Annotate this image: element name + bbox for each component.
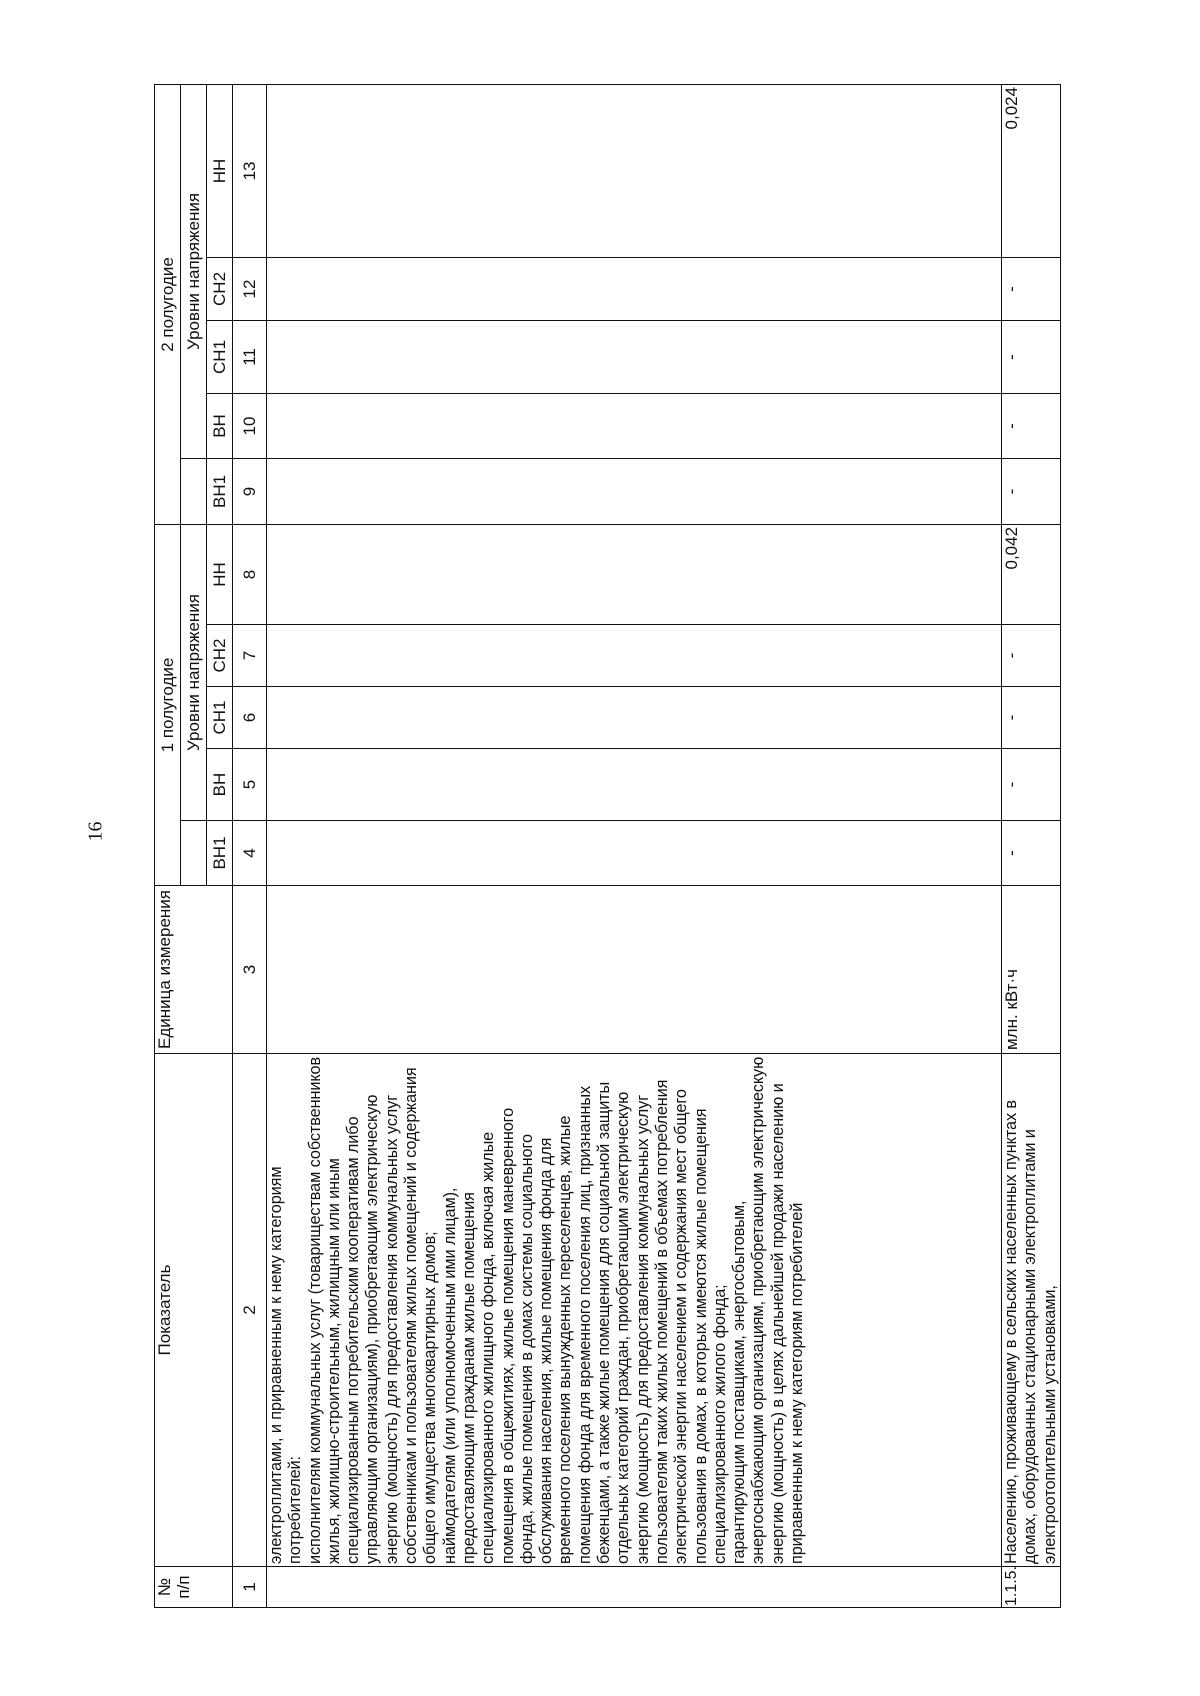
row-value: [267, 625, 1002, 687]
header-indicator: Показатель: [155, 1054, 233, 1567]
col-number: 10: [233, 393, 267, 458]
row-value: -: [1002, 625, 1061, 687]
col-number: 1: [233, 1567, 267, 1608]
row-value: -: [1002, 687, 1061, 749]
row-value: -: [1002, 458, 1061, 524]
row-value: -: [1002, 821, 1061, 886]
col-vn-h1: ВН: [207, 749, 233, 821]
table-row: [1002, 84, 1061, 1607]
row-unit: млн. кВт·ч: [1002, 886, 1061, 1054]
row-value: [267, 524, 1002, 624]
col-sn1-h1: СН1: [207, 687, 233, 749]
col-number: 9: [233, 458, 267, 524]
row-value: [267, 393, 1002, 458]
row-value: -: [1002, 257, 1061, 320]
row-value: [267, 257, 1002, 320]
col-sn1-h2: СН1: [207, 320, 233, 393]
row-no: [267, 1567, 1002, 1608]
col-vn1-h1: ВН1: [207, 821, 233, 886]
col-number: 3: [233, 886, 267, 1054]
row-value: -: [1002, 749, 1061, 821]
row-value: -: [1002, 320, 1061, 393]
col-number: 5: [233, 749, 267, 821]
col-sn2-h1: СН2: [207, 625, 233, 687]
row-value: [267, 84, 1002, 257]
col-number: 4: [233, 821, 267, 886]
row-value: -: [1002, 393, 1061, 458]
header-half1-levels: Уровни напряжения: [181, 524, 207, 820]
row-value: [267, 749, 1002, 821]
row-no: 1.1.5.: [1002, 1567, 1061, 1608]
col-number: 2: [233, 1054, 267, 1567]
header-unit: Единица измерения: [155, 886, 233, 1054]
row-value: 0,042: [1002, 524, 1061, 624]
header-half1-blank: [181, 821, 207, 886]
page-number: 16: [84, 821, 107, 842]
col-number: 8: [233, 524, 267, 624]
table-row: [267, 84, 1002, 1607]
row-value: [267, 458, 1002, 524]
header-no: № п/п: [155, 1567, 233, 1608]
row-value: [267, 320, 1002, 393]
header-half2: 2 полугодие: [155, 84, 181, 524]
rotated-table-container: [154, 85, 1086, 1608]
col-vn-h2: ВН: [207, 393, 233, 458]
col-number: 11: [233, 320, 267, 393]
header-half2-levels: Уровни напряжения: [181, 84, 207, 458]
row-value: [267, 821, 1002, 886]
tariff-volume-table: [154, 84, 1061, 1608]
row-value: [267, 687, 1002, 749]
header-half2-blank: [181, 458, 207, 524]
col-number: 7: [233, 625, 267, 687]
col-number: 13: [233, 84, 267, 257]
header-half1: 1 полугодие: [155, 524, 181, 885]
col-number: 12: [233, 257, 267, 320]
col-number: 6: [233, 687, 267, 749]
row-unit: [267, 886, 1002, 1054]
row-description: Населению, проживающему в сельских населенных пунктах в домах, оборудованных стационарными электроплитами и электроотопительными установками,: [1002, 1054, 1061, 1567]
col-vn1-h2: ВН1: [207, 458, 233, 524]
col-nn-h2: НН: [207, 84, 233, 257]
col-nn-h1: НН: [207, 524, 233, 624]
row-value: 0,024: [1002, 84, 1061, 257]
col-sn2-h2: СН2: [207, 257, 233, 320]
row-description: электроплитами, и приравненным к нему категориям потребителей: исполнителям коммунальных услуг (товариществам собственников жилья, жилищно-строительным, жилищным или иным специализированным потребительским кооперативам либо управляющим организациям), приобретающим электрическую энергию (мощность) для предоставления коммунальных услуг собственникам и пользователям жилых помещений и содержания общего имущества многоквартирных домов; наймодателям (или уполномоченным ими лицам), предоставляющим гражданам жилые помещения специализированного жилищного фонда, включая жилые помещения в общежитиях, жилые помещения маневренного фонда, жилые помещения в домах системы социального обслуживания населения, жилые помещения фонда для временного поселения вынужденных переселенцев, жилые помещения фонда для временного поселения лиц, признанных беженцами, а также жилые помещения для социальной защиты отдельных категорий граждан, приобретающим электрическую энергию (мощность) для предоставления коммунальных услуг пользователям таких жилых помещений в объемах потребления электрической энергии населением и содержания мест общего пользования в домах, в которых имеются жилые помещения специализированного жилого фонда; гарантирующим поставщикам, энергосбытовым, энергоснабжающим организациям, приобретающим электрическую энергию (мощность) в целях дальнейшей продажи населению и приравненным к нему категориям потребителей: [267, 1054, 1002, 1567]
